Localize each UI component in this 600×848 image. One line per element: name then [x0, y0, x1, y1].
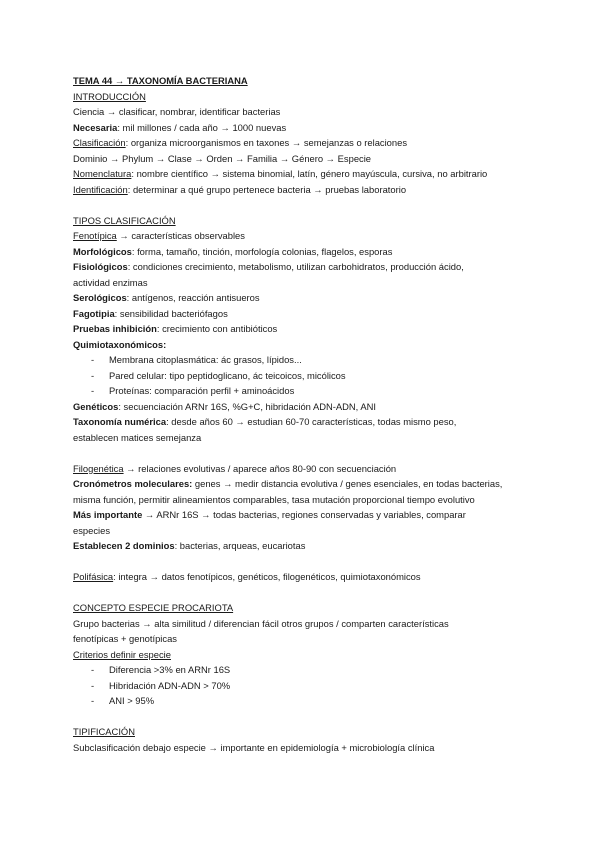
- line-fisiologicos: [73, 259, 553, 275]
- list-item-text: ANI > 95%: [109, 695, 155, 706]
- line-geneticos: [73, 399, 553, 415]
- line-tipificacion: Subclasificación debajo especie → importante en epidemiología + microbiología clínica: [73, 741, 435, 753]
- line-serologicos: [73, 290, 553, 306]
- label-nomenclatura: Nomenclatura: [73, 168, 132, 179]
- line-taxonomia-numerica: [73, 414, 553, 430]
- text-dominios: : bacterias, arqueas, eucariotas: [174, 540, 306, 551]
- spacer: [73, 554, 553, 570]
- line-dominios: [73, 538, 553, 554]
- line-grupo-bacterias-cont: fenotípicas + genotípicas: [73, 633, 177, 644]
- bullet-dash: -: [91, 664, 95, 675]
- line-ciencia: Ciencia → clasificar, nombrar, identificar bacterias: [73, 106, 281, 117]
- text-clasificacion: : organiza microorganismos en taxones → semejanzas o relaciones: [125, 137, 408, 148]
- list-item-text: Hibridación ADN-ADN > 70%: [109, 679, 231, 691]
- label-filogenetica: Filogenética: [73, 462, 124, 474]
- text-filogenetica: → relaciones evolutivas / aparece años 80-90 con secuenciación: [123, 462, 397, 474]
- bullet-dash: -: [91, 679, 95, 691]
- text-polifasica: : integra → datos fenotípicos, genéticos, filogenéticos, quimiotaxonómicos: [113, 571, 421, 582]
- text-serologicos: : antígenos, reacción antisueros: [126, 292, 260, 303]
- label-cronometros: Cronómetros moleculares:: [73, 478, 193, 489]
- line-cronometros-cont: misma función, permitir alineamientos comparables, tasa mutación proporcional tiempo evolutivo: [73, 493, 475, 505]
- line-necesaria: [73, 120, 553, 136]
- spacer: [73, 585, 553, 601]
- text-necesaria: : mil millones / cada año → 1000 nuevas: [117, 121, 287, 133]
- line-mas-importante: [73, 507, 553, 523]
- text-nomenclatura: : nombre científico → sistema binomial, latín, género mayúscula, cursiva, no arbitrario: [131, 168, 488, 179]
- list-item-text: Pared celular: tipo peptidoglicano, ác teicoicos, micólicos: [109, 369, 346, 381]
- line-cronometros: [73, 476, 553, 492]
- text-pruebas-inhibicion: : crecimiento con antibióticos: [156, 323, 278, 334]
- label-clasificacion: Clasificación: [73, 137, 126, 148]
- label-taxonomia-numerica: Taxonomía numérica: [73, 416, 167, 427]
- list-item: [73, 678, 553, 694]
- text-morfologicos: : forma, tamaño, tinción, morfología colonias, flagelos, esporas: [131, 245, 393, 257]
- label-dominios: Establecen 2 dominios: [73, 540, 175, 551]
- line-fagotipia: [73, 306, 553, 322]
- line-taxonomia-numerica-cont: establecen matices semejanza: [73, 431, 202, 443]
- heading-concepto-especie: CONCEPTO ESPECIE PROCARIOTA: [73, 602, 234, 613]
- heading-tipos-clasificacion: TIPOS CLASIFICACIÓN: [73, 214, 176, 226]
- bullet-dash: -: [91, 354, 95, 365]
- text-taxonomia-numerica: : desde años 60 → estudian 60-70 características, todas mismo peso,: [166, 416, 457, 427]
- text-fenotipica: → características observables: [116, 230, 245, 241]
- label-necesaria: Necesaria: [73, 121, 118, 133]
- list-item-text: Diferencia >3% en ARNr 16S: [109, 664, 231, 675]
- label-fisiologicos: Fisiológicos: [73, 261, 128, 272]
- label-mas-importante: Más importante: [73, 509, 143, 520]
- list-item: [73, 662, 553, 678]
- text-identificacion: : determinar a qué grupo pertenece bacteria → pruebas laboratorio: [127, 183, 407, 195]
- label-quimiotaxonomicos: Quimiotaxonómicos: [73, 338, 164, 350]
- list-item: [73, 368, 553, 384]
- line-fisiologicos-cont: actividad enzimas: [73, 276, 148, 288]
- line-polifasica: [73, 569, 553, 585]
- line-identificacion: [73, 182, 553, 198]
- list-item: [73, 383, 553, 399]
- list-item-text: Proteínas: comparación perfil + aminoácidos: [109, 385, 295, 396]
- line-filogenetica: [73, 461, 553, 477]
- list-item: [73, 352, 553, 368]
- label-fagotipia: Fagotipia: [73, 307, 115, 319]
- line-clasificacion: [73, 135, 553, 151]
- label-identificacion: Identificación: [73, 183, 128, 195]
- line-pruebas-inhibicion: [73, 321, 553, 337]
- spacer: [73, 445, 553, 461]
- text-fagotipia: : sensibilidad bacteriófagos: [114, 307, 228, 319]
- text-quimiotaxonomicos: :: [163, 338, 167, 350]
- label-pruebas-inhibicion: Pruebas inhibición: [73, 323, 157, 334]
- label-serologicos: Serológicos: [73, 292, 127, 303]
- line-fenotipica: [73, 228, 553, 244]
- document-page: [73, 73, 553, 755]
- document-title: TEMA 44 → TAXONOMÍA BACTERIANA: [73, 75, 248, 86]
- bullet-dash: -: [91, 695, 95, 706]
- spacer: [73, 709, 553, 725]
- spacer: [73, 197, 553, 213]
- label-geneticos: Genéticos: [73, 400, 119, 412]
- text-mas-importante: → ARNr 16S → todas bacterias, regiones conservadas y variables, comparar: [142, 509, 466, 520]
- text-cronometros: genes → medir distancia evolutiva / genes esenciales, en todas bacterias,: [192, 478, 503, 489]
- line-grupo-bacterias: Grupo bacterias → alta similitud / diferencian fácil otros grupos / comparten características: [73, 617, 449, 629]
- line-mas-importante-cont: especies: [73, 524, 111, 536]
- line-nomenclatura: [73, 166, 553, 182]
- list-item-text: Membrana citoplasmática: ác grasos, lípidos...: [109, 354, 302, 365]
- line-quimiotaxonomicos: [73, 337, 553, 353]
- label-polifasica: Polifásica: [73, 571, 114, 582]
- line-jerarquia: Dominio → Phylum → Clase → Orden → Familia → Género → Especie: [73, 152, 372, 164]
- label-criterios-especie: Criterios definir especie: [73, 648, 171, 660]
- line-morfologicos: [73, 244, 553, 260]
- label-fenotipica: Fenotípica: [73, 230, 117, 241]
- bullet-dash: -: [91, 369, 95, 381]
- heading-tipificacion: TIPIFICACIÓN: [73, 726, 135, 737]
- label-morfologicos: Morfológicos: [73, 245, 132, 257]
- text-geneticos: : secuenciación ARNr 16S, %G+C, hibridación ADN-ADN, ANI: [118, 400, 376, 412]
- bullet-dash: -: [91, 385, 95, 396]
- text-fisiologicos: : condiciones crecimiento, metabolismo, utilizan carbohidratos, producción ácido,: [127, 261, 464, 272]
- heading-introduccion: INTRODUCCIÓN: [73, 90, 146, 102]
- list-item: [73, 693, 553, 709]
